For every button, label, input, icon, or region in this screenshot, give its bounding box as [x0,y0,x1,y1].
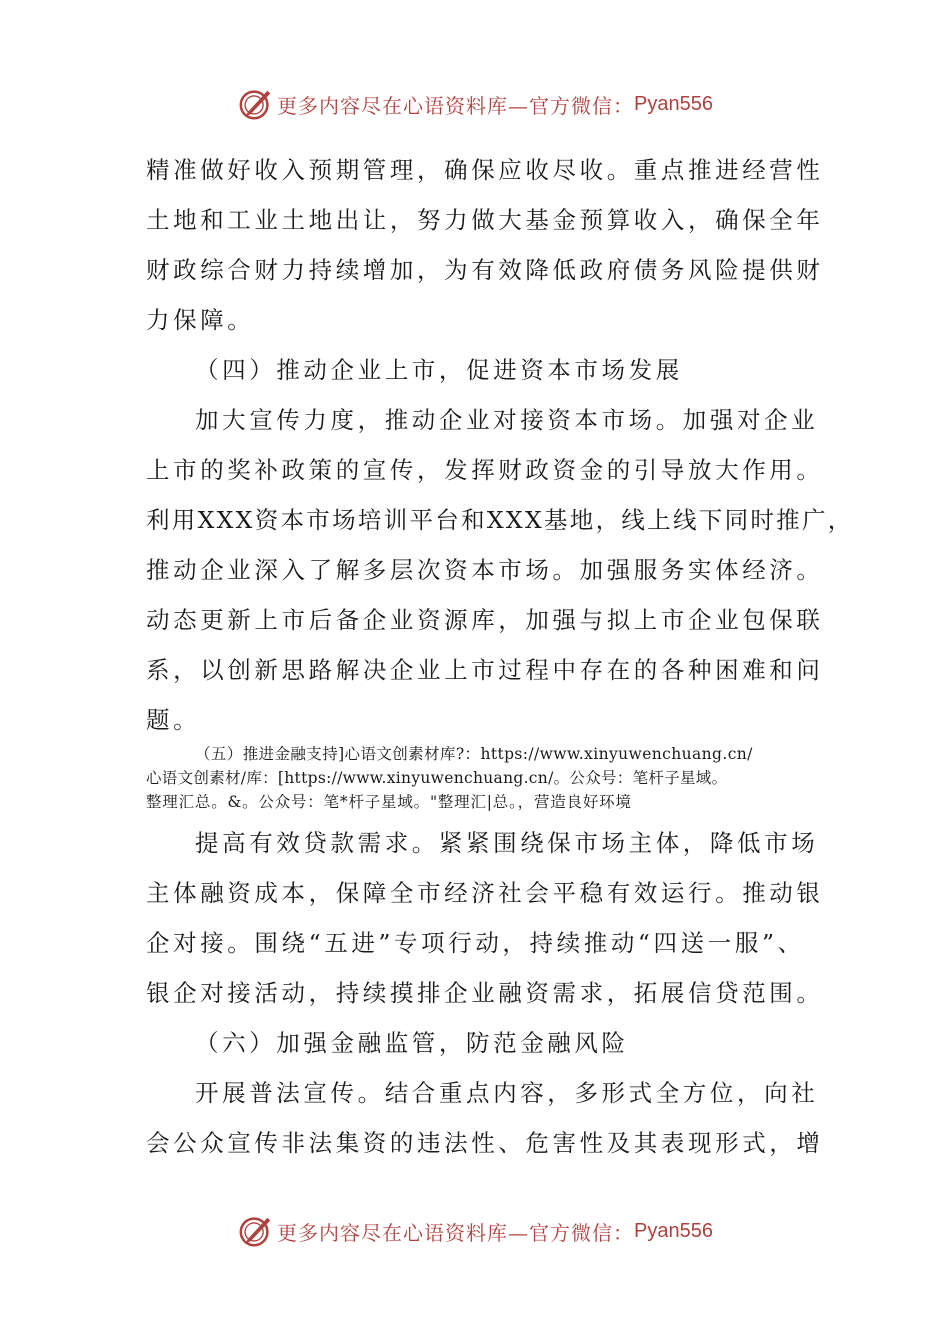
header-account: Pyan556 [634,92,713,115]
body-line: 题。 [146,706,201,734]
body-line: 加大宣传力度，推动企业对接资本市场。加强对企业 [195,406,819,434]
body-line: 推动企业深入了解多层次资本市场。加强服务实体经济。 [146,556,824,584]
section-heading-4: （四）推动企业上市，促进资本市场发展 [195,356,683,384]
small-line: 整理汇总。&。公众号：笔*杆子星域。"整理汇|总。，营造良好环境 [146,793,632,811]
small-line: 心语文创素材/库：[https://www.xinyuwenchuang.cn/。公众号：笔杆子星域。 [146,769,728,787]
footer-account: Pyan556 [634,1219,713,1242]
body-line: 力保障。 [146,306,255,334]
body-line: 上市的奖补政策的宣传，发挥财政资金的引导放大作用。 [146,456,824,484]
body-line: 土地和工业土地出让，努力做大基金预算收入，确保全年 [146,206,824,234]
header-text: 更多内容尽在心语资料库—官方微信： [277,93,635,118]
pen-logo-icon [237,85,275,123]
pen-logo-icon [237,1212,275,1250]
footer-banner [0,1211,950,1251]
body-line: 利用XXX资本市场培训平台和XXX基地，线上线下同时推广， [146,506,854,534]
header-banner [0,84,950,124]
body-line: 银企对接活动，持续摸排企业融资需求，拓展信贷范围。 [146,979,824,1007]
body-line: 企对接。围绕“五进”专项行动，持续推动“四送一服”、 [146,929,805,957]
body-line: 动态更新上市后备企业资源库，加强与拟上市企业包保联 [146,606,824,634]
section-heading-6: （六）加强金融监管，防范金融风险 [195,1029,629,1057]
small-line: （五）推进金融支持]心语文创素材库?：https://www.xinyuwenchuang.cn/ [195,745,753,763]
footer-text: 更多内容尽在心语资料库—官方微信： [277,1220,635,1245]
body-line: 系，以创新思路解决企业上市过程中存在的各种困难和问 [146,656,824,684]
body-line: 会公众宣传非法集资的违法性、危害性及其表现形式，增 [146,1129,824,1157]
body-line: 财政综合财力持续增加，为有效降低政府债务风险提供财 [146,256,824,284]
body-line: 开展普法宣传。结合重点内容，多形式全方位，向社 [195,1079,819,1107]
body-line: 主体融资成本，保障全市经济社会平稳有效运行。推动银 [146,879,824,907]
body-line: 提高有效贷款需求。紧紧围绕保市场主体，降低市场 [195,829,819,857]
body-line: 精准做好收入预期管理，确保应收尽收。重点推进经营性 [146,156,824,184]
